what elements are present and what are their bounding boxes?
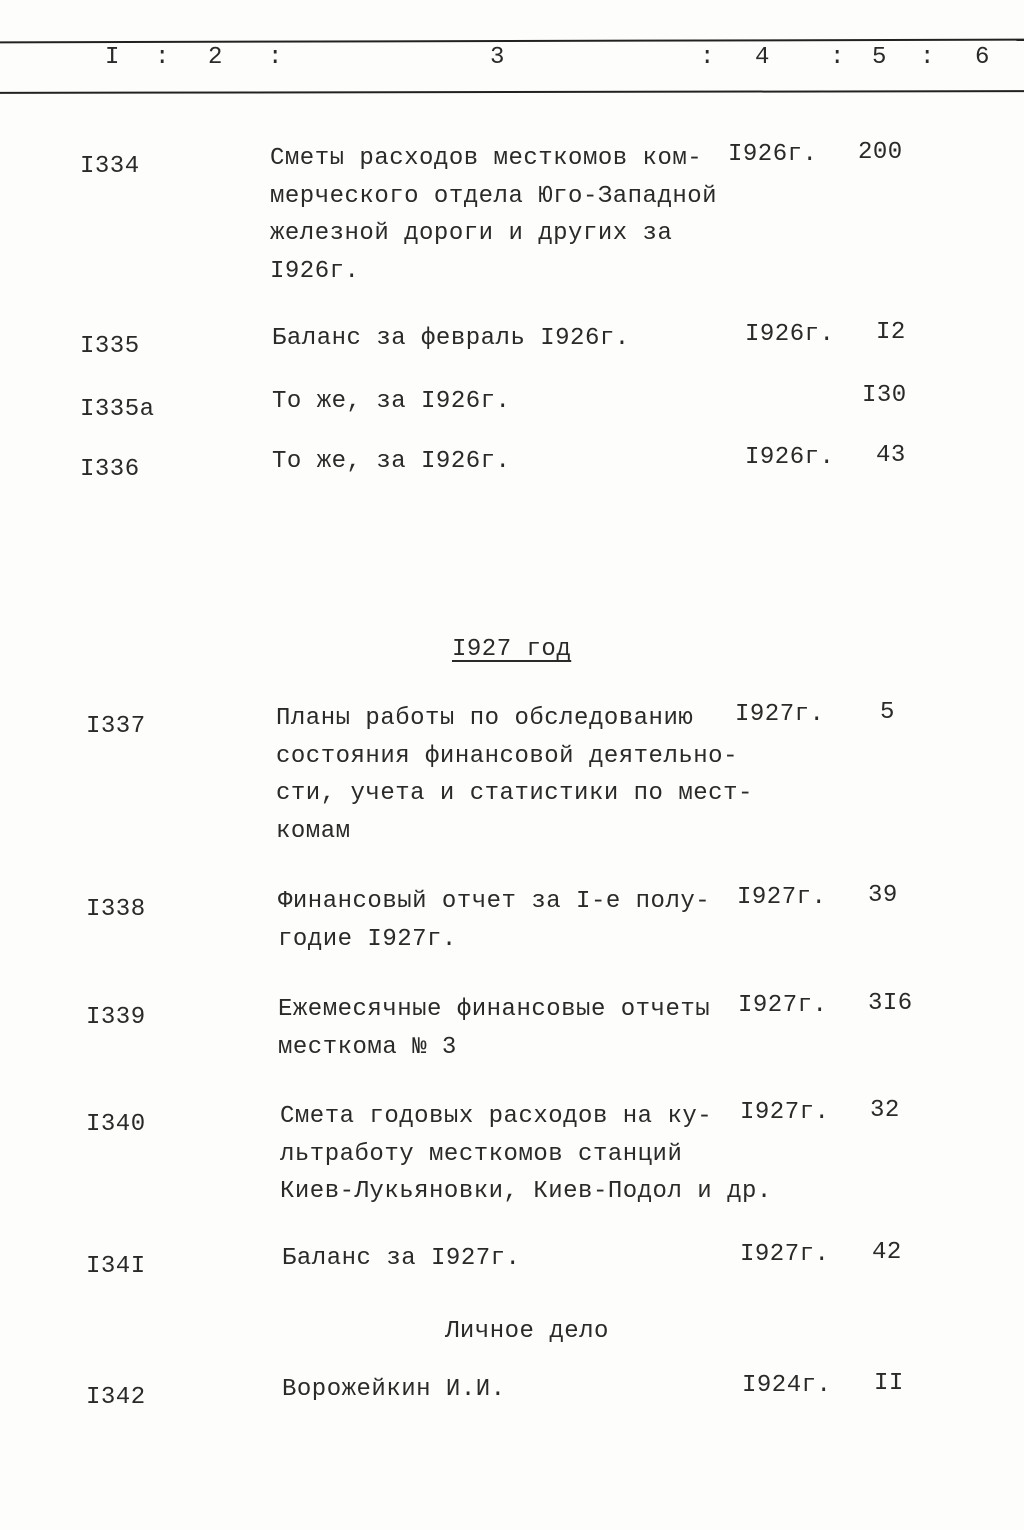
column-separator: : xyxy=(830,44,845,71)
item-date: I927г. xyxy=(740,1099,830,1126)
item-sheet-count: I30 xyxy=(862,382,907,409)
item-description-line: состояния финансовой деятельно- xyxy=(276,742,738,770)
header-bottom-rule xyxy=(0,90,1024,94)
item-number: I334 xyxy=(80,153,140,180)
item-description-line: Ворожейкин И.И. xyxy=(282,1376,506,1403)
item-description-line: Баланс за I927г. xyxy=(282,1245,521,1272)
item-date: I924г. xyxy=(742,1372,832,1399)
item-date: I927г. xyxy=(738,992,828,1019)
item-description-line: годие I927г. xyxy=(278,925,457,953)
item-sheet-count: 5 xyxy=(880,699,895,726)
item-number: I339 xyxy=(86,1004,146,1031)
item-sheet-count: II xyxy=(874,1370,904,1397)
item-sheet-count: 39 xyxy=(868,882,898,909)
item-description-line: Финансовый отчет за I-е полу- xyxy=(278,888,711,915)
item-sheet-count: I2 xyxy=(876,319,906,346)
header-top-rule xyxy=(0,39,1024,44)
item-description-line: сти, учета и статистики по мест- xyxy=(276,780,753,807)
item-number: I338 xyxy=(86,896,146,923)
item-sheet-count: 3I6 xyxy=(868,990,913,1017)
item-description-line: месткома № 3 xyxy=(278,1033,457,1061)
section-heading: Личное дело xyxy=(445,1318,609,1345)
column-separator: : xyxy=(700,44,715,71)
item-description-line: мерческого отдела Юго-Западной xyxy=(270,182,718,210)
item-sheet-count: 32 xyxy=(870,1097,900,1124)
column-number: 2 xyxy=(208,44,223,71)
item-description-line: льтработу месткомов станций xyxy=(280,1140,683,1168)
item-description-line: То же, за I926г. xyxy=(272,388,511,415)
item-date: I927г. xyxy=(737,884,827,911)
item-description-line: Смета годовых расходов на ку- xyxy=(280,1103,713,1130)
column-number: 6 xyxy=(975,44,990,71)
item-number: I337 xyxy=(86,713,146,740)
item-sheet-count: 42 xyxy=(872,1239,902,1266)
item-number: I336 xyxy=(80,456,140,483)
column-number: I xyxy=(105,44,120,71)
section-heading: I927 год xyxy=(452,636,572,663)
column-separator: : xyxy=(920,44,935,71)
item-description-line: Планы работы по обследованию xyxy=(276,705,694,732)
column-number: 3 xyxy=(490,44,505,71)
item-sheet-count: 200 xyxy=(858,139,903,166)
item-description-line: Ежемесячные финансовые отчеты xyxy=(278,996,711,1023)
item-date: I926г. xyxy=(745,321,835,348)
item-date: I927г. xyxy=(740,1241,830,1268)
column-number: 5 xyxy=(872,44,887,71)
item-number: I340 xyxy=(86,1111,146,1138)
item-description-line: I926г. xyxy=(270,257,360,285)
column-number: 4 xyxy=(755,44,770,71)
item-sheet-count: 43 xyxy=(876,442,906,469)
item-description-line: Баланс за февраль I926г. xyxy=(272,325,630,352)
item-date: I927г. xyxy=(735,701,825,728)
item-description-line: Киев-Лукьяновки, Киев-Подол и др. xyxy=(280,1178,772,1205)
item-number: I342 xyxy=(86,1384,146,1411)
item-number: I34I xyxy=(86,1253,146,1280)
column-separator: : xyxy=(268,44,283,71)
item-description-line: То же, за I926г. xyxy=(272,448,511,475)
item-number: I335а xyxy=(80,396,155,423)
item-date: I926г. xyxy=(745,444,835,471)
item-description-line: комам xyxy=(276,817,351,845)
column-separator: : xyxy=(155,44,170,71)
item-number: I335 xyxy=(80,333,140,360)
item-date: I926г. xyxy=(728,141,818,168)
item-description-line: железной дороги и других за xyxy=(270,220,673,247)
item-description-line: Сметы расходов месткомов ком- xyxy=(270,145,703,172)
